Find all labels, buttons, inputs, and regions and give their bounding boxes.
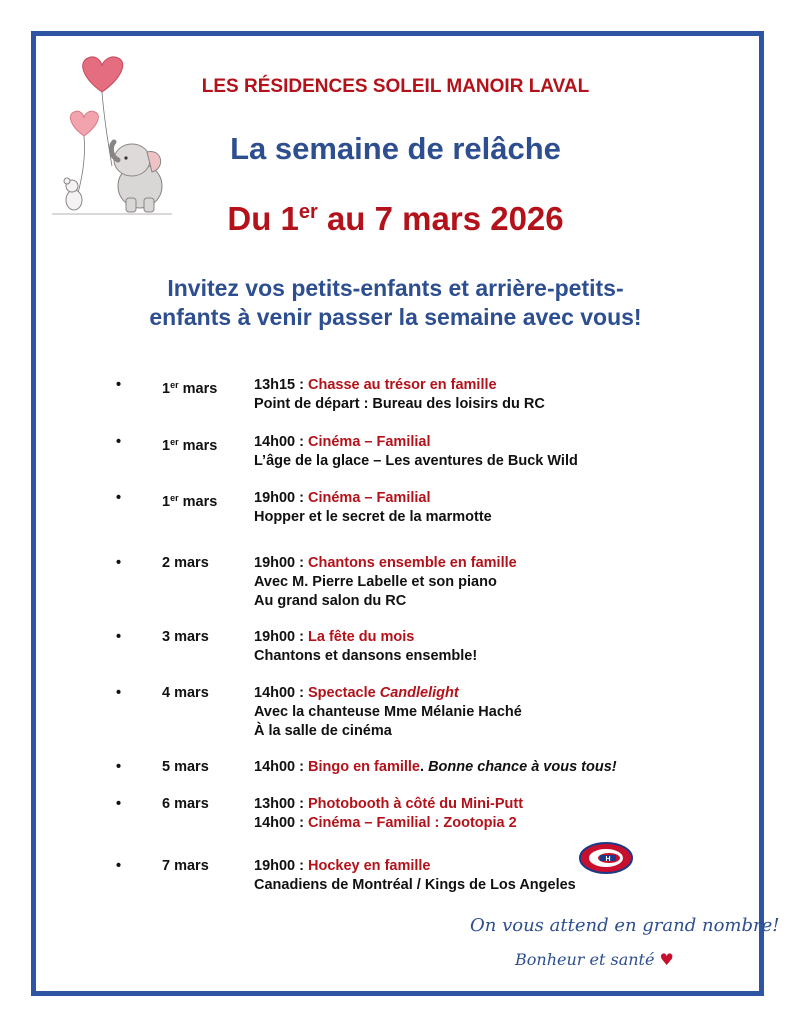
event-detail: Chantons et dansons ensemble! [254, 648, 478, 664]
heart-icon: ♥ [659, 950, 674, 969]
event-time: 14h00 : [254, 815, 308, 831]
bullet: • [116, 858, 122, 874]
event-title: Bingo en famille [308, 759, 420, 775]
event-title-emphasis: Candlelight [379, 685, 459, 701]
event-detail: Avec la chanteuse Mme Mélanie Haché [254, 704, 522, 720]
event-title: Spectacle [308, 685, 380, 701]
bullet: • [116, 796, 122, 812]
bullet: • [116, 434, 122, 450]
event-title: Cinéma – Familial [308, 490, 431, 506]
event-title: Chasse au trésor en famille [308, 377, 497, 393]
bullet: • [116, 555, 122, 571]
page-title: La semaine de relâche [230, 131, 561, 166]
invitation-text: Invitez vos petits-enfants et arrière-petits- enfants à venir passer la semaine avec vous! [149, 275, 642, 330]
event-date: 5 mars [162, 759, 209, 775]
event-detail: Au grand salon du RC [254, 593, 407, 609]
event-date: 1er mars [162, 437, 218, 454]
event-time: 13h15 : [254, 377, 308, 393]
event-title: Hockey en famille [308, 858, 431, 874]
bullet: • [116, 685, 122, 701]
event-time: 19h00 : [254, 629, 308, 645]
event-time: 19h00 : [254, 490, 308, 506]
event-detail: Avec M. Pierre Labelle et son piano [254, 574, 497, 590]
closing-wish: Bonheur et santé ♥ [515, 950, 674, 969]
event-note: Bonne chance à vous tous! [428, 759, 617, 775]
event-time: 19h00 : [254, 555, 308, 571]
event-time: 19h00 : [254, 858, 308, 874]
event-detail: Point de départ : Bureau des loisirs du RC [254, 396, 545, 412]
canadiens-logo-icon [578, 840, 634, 876]
event-time: 14h00 : [254, 759, 308, 775]
svg-text:H: H [605, 856, 611, 863]
residence-name: LES RÉSIDENCES SOLEIL MANOIR LAVAL [201, 76, 590, 97]
event-date: 1er mars [162, 380, 218, 397]
event-title: Cinéma – Familial : Zootopia 2 [308, 815, 517, 831]
event-time: 13h00 : [254, 796, 308, 812]
event-time: 14h00 : [254, 685, 308, 701]
event-date: 1er mars [162, 493, 218, 510]
event-date: 7 mars [162, 858, 209, 874]
event-date-range: Du 1er au 7 mars 2026 [227, 200, 564, 237]
event-detail: Canadiens de Montréal / Kings de Los Angeles [254, 877, 576, 893]
bullet: • [116, 759, 122, 775]
event-date: 6 mars [162, 796, 209, 812]
event-time: 14h00 : [254, 434, 308, 450]
event-title: Chantons ensemble en famille [308, 555, 517, 571]
event-detail: L’âge de la glace – Les aventures de Buck Wild [254, 453, 578, 469]
event-date: 3 mars [162, 629, 209, 645]
event-title: Cinéma – Familial [308, 434, 431, 450]
event-date: 2 mars [162, 555, 209, 571]
event-detail: À la salle de cinéma [254, 723, 392, 739]
event-title: Photobooth à côté du Mini-Putt [308, 796, 524, 812]
event-date: 4 mars [162, 685, 209, 701]
event-title: La fête du mois [308, 629, 415, 645]
closing-message: On vous attend en grand nombre! [470, 915, 780, 936]
bullet: • [116, 629, 122, 645]
bullet: • [116, 377, 122, 393]
bullet: • [116, 490, 122, 506]
event-detail: Hopper et le secret de la marmotte [254, 509, 492, 525]
